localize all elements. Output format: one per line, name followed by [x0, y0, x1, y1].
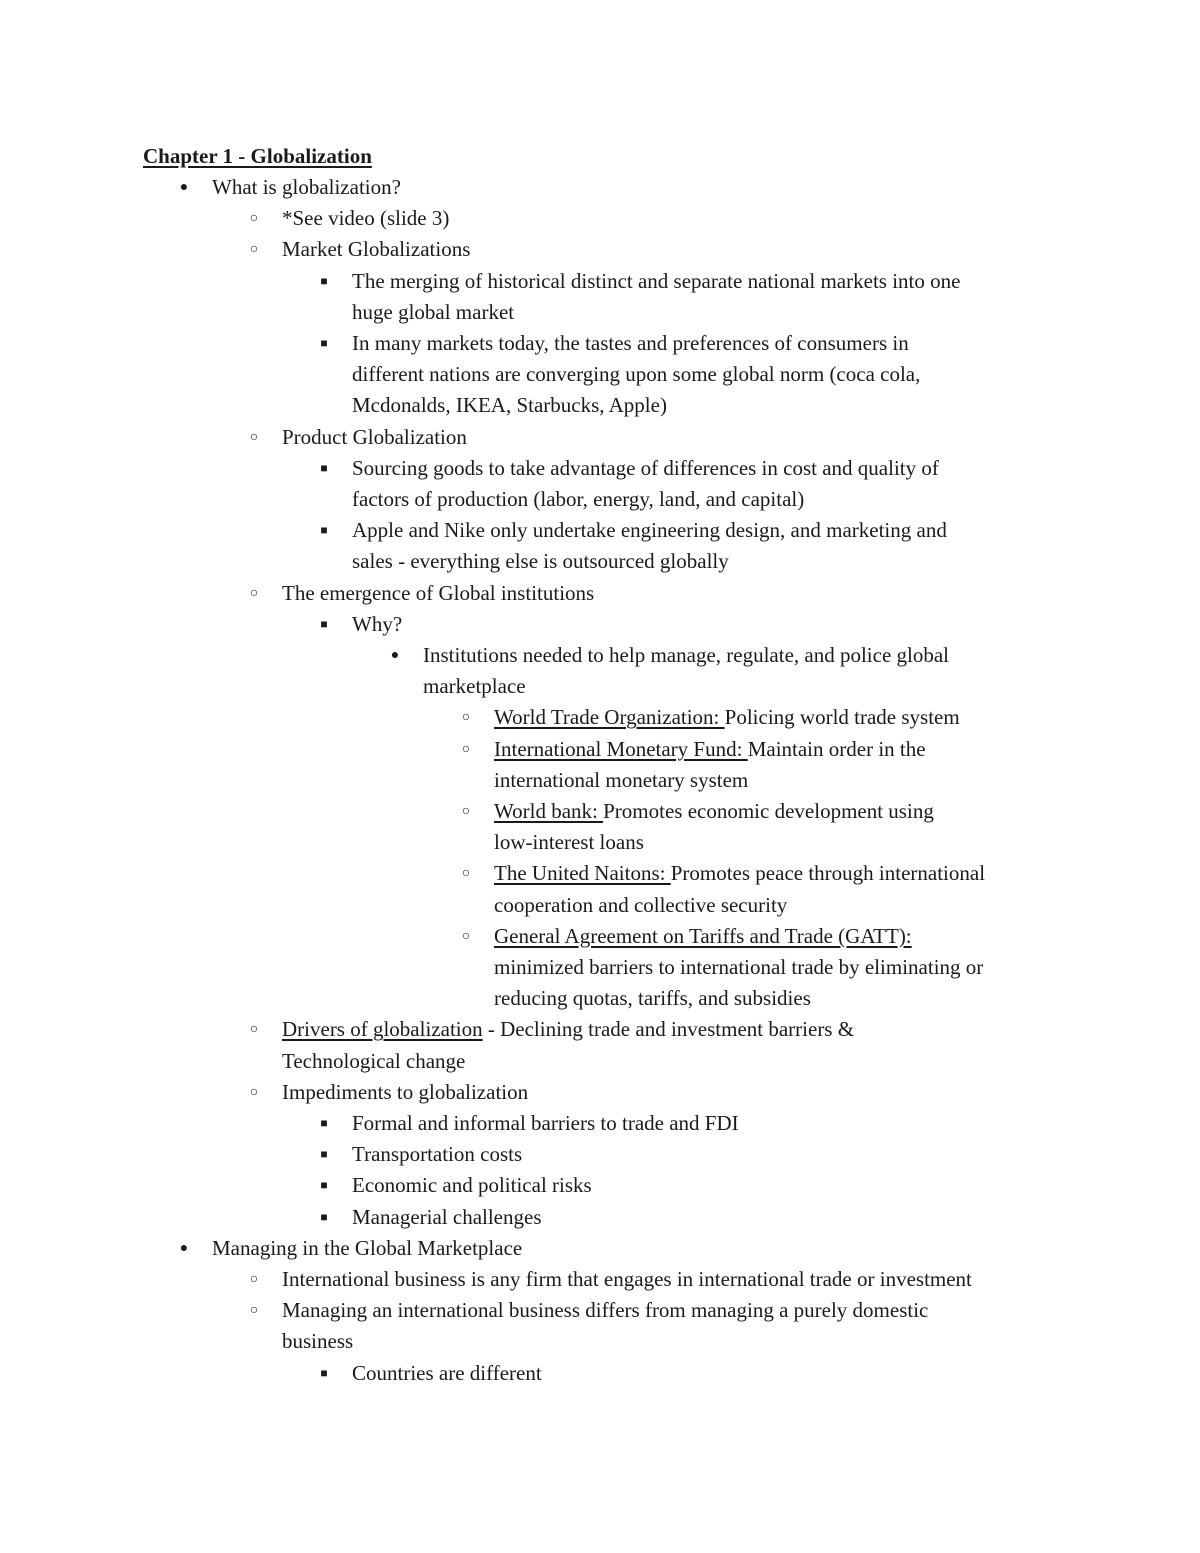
line-text: Promotes economic development using: [603, 799, 934, 823]
square-bullet-icon: ■: [320, 273, 328, 288]
line-text: minimized barriers to international trade by eliminating or: [494, 955, 984, 979]
term-label: International Monetary Fund:: [494, 736, 748, 761]
outline-line: [494, 796, 934, 827]
outline-line: [423, 640, 949, 671]
outline-line: [352, 1202, 542, 1233]
outline-line: [352, 1108, 739, 1139]
line-text: - Declining trade and investment barriers &: [482, 1017, 855, 1042]
outline-line: [423, 671, 526, 702]
square-bullet-icon: ■: [320, 616, 328, 631]
line-text: Technological change: [282, 1048, 466, 1073]
line-text: Economic and political risks: [352, 1173, 592, 1198]
outline-line: [212, 1233, 522, 1264]
outline-line: [352, 515, 947, 546]
outline-line: [352, 390, 667, 421]
outline-line: [282, 203, 449, 234]
term-label: General Agreement on Tariffs and Trade (GATT):: [494, 923, 912, 948]
outline-line: [352, 609, 402, 640]
line-text: Formal and informal barriers to trade and FDI: [352, 1111, 739, 1135]
line-text: What is globalization?: [212, 175, 401, 199]
outline-line: [282, 422, 467, 453]
circle-bullet-icon: ○: [249, 211, 259, 227]
line-text: In many markets today, the tastes and preferences of consumers in: [352, 331, 909, 355]
page-title: Chapter 1 - Globalization: [143, 144, 372, 168]
circle-bullet-icon: ○: [461, 804, 471, 819]
disc-bullet-icon: ●: [179, 180, 189, 195]
term-label: The United Naitons:: [494, 861, 671, 886]
term-label: World bank:: [494, 799, 604, 823]
line-text: *See video (slide 3): [282, 206, 450, 231]
square-bullet-icon: ■: [320, 523, 328, 538]
outline-line: [282, 234, 470, 265]
line-text: Product Globalization: [282, 424, 467, 449]
outline-line: [494, 734, 926, 765]
circle-bullet-icon: ○: [249, 585, 259, 601]
outline-line: [352, 1139, 522, 1170]
outline-line: [352, 328, 909, 359]
line-text: Managing in the Global Marketplace: [212, 1235, 523, 1260]
line-text: International business is any firm that engages in international trade or investment: [282, 1267, 972, 1291]
circle-bullet-icon: ○: [461, 741, 471, 757]
outline-line: [282, 578, 594, 609]
outline-line: [494, 890, 787, 921]
outline-line: [352, 297, 514, 328]
square-bullet-icon: ■: [320, 1365, 328, 1380]
outline-line: [352, 1358, 542, 1389]
outline-line: [282, 1077, 528, 1108]
circle-bullet-icon: ○: [461, 928, 471, 944]
line-text: Managerial challenges: [352, 1204, 542, 1229]
line-text: marketplace: [423, 674, 526, 699]
circle-bullet-icon: ○: [249, 429, 259, 445]
outline-line: [352, 453, 939, 484]
outline-line: [494, 765, 748, 796]
outline-line: [212, 172, 401, 203]
circle-bullet-icon: ○: [249, 1022, 259, 1038]
outline-line: [352, 1170, 592, 1201]
line-text: Transportation costs: [352, 1142, 523, 1167]
circle-bullet-icon: ○: [249, 242, 259, 258]
line-text: huge global market: [352, 299, 515, 324]
line-text: international monetary system: [494, 767, 749, 792]
square-bullet-icon: ■: [320, 1178, 328, 1193]
line-text: Sourcing goods to take advantage of differences in cost and quality of: [352, 455, 939, 480]
line-text: The emergence of Global institutions: [282, 580, 595, 605]
outline-line: [282, 1326, 353, 1357]
outline-line: [282, 1046, 465, 1077]
outline-line: [282, 1014, 854, 1045]
line-text: reducing quotas, tariffs, and subsidies: [494, 986, 811, 1011]
outline-line: [494, 827, 644, 858]
line-text: different nations are converging upon some global norm (coca cola,: [352, 362, 921, 387]
outline-line: [494, 858, 985, 889]
line-text: Maintain order in the: [747, 736, 926, 761]
line-text: business: [282, 1329, 354, 1354]
line-text: Promotes peace through international: [670, 861, 986, 886]
outline-line: [494, 983, 811, 1014]
line-text: Apple and Nike only undertake engineering design, and marketing and: [352, 518, 947, 543]
square-bullet-icon: ■: [320, 1116, 328, 1130]
outline-line: [282, 1264, 972, 1295]
square-bullet-icon: ■: [320, 460, 328, 475]
line-text: sales - everything else is outsourced globally: [352, 549, 729, 574]
outline-line: [352, 359, 920, 390]
outline-line: [352, 266, 960, 297]
outline-line: [494, 921, 912, 952]
line-text: Institutions needed to help manage, regulate, and police global: [423, 643, 950, 667]
line-text: Mcdonalds, IKEA, Starbucks, Apple): [352, 393, 667, 418]
line-text: Countries are different: [352, 1360, 542, 1385]
line-text: Market Globalizations: [282, 237, 471, 262]
line-text: Impediments to globalization: [282, 1079, 529, 1104]
disc-bullet-icon: ●: [390, 648, 400, 663]
square-bullet-icon: ■: [320, 1147, 328, 1162]
line-text: low-interest loans: [494, 830, 644, 855]
outline-line: [494, 952, 983, 983]
circle-bullet-icon: ○: [249, 1272, 259, 1287]
line-text: Why?: [352, 611, 403, 636]
disc-bullet-icon: ●: [179, 1240, 189, 1256]
outline-line: [352, 484, 804, 515]
line-text: factors of production (labor, energy, land, and capital): [352, 487, 805, 511]
square-bullet-icon: ■: [320, 1209, 328, 1224]
outline-line: [494, 702, 960, 733]
term-label: World Trade Organization:: [494, 705, 725, 730]
line-text: The merging of historical distinct and separate national markets into one: [352, 268, 961, 293]
circle-bullet-icon: ○: [461, 866, 471, 882]
circle-bullet-icon: ○: [249, 1303, 259, 1319]
term-label: Drivers of globalization: [282, 1017, 483, 1042]
outline-line: [282, 1295, 928, 1326]
outline-line: [352, 546, 729, 577]
line-text: cooperation and collective security: [494, 892, 788, 917]
circle-bullet-icon: ○: [461, 710, 471, 726]
circle-bullet-icon: ○: [249, 1084, 259, 1100]
line-text: Policing world trade system: [724, 705, 960, 730]
line-text: Managing an international business differs from managing a purely domestic: [282, 1298, 929, 1323]
square-bullet-icon: ■: [320, 336, 328, 350]
